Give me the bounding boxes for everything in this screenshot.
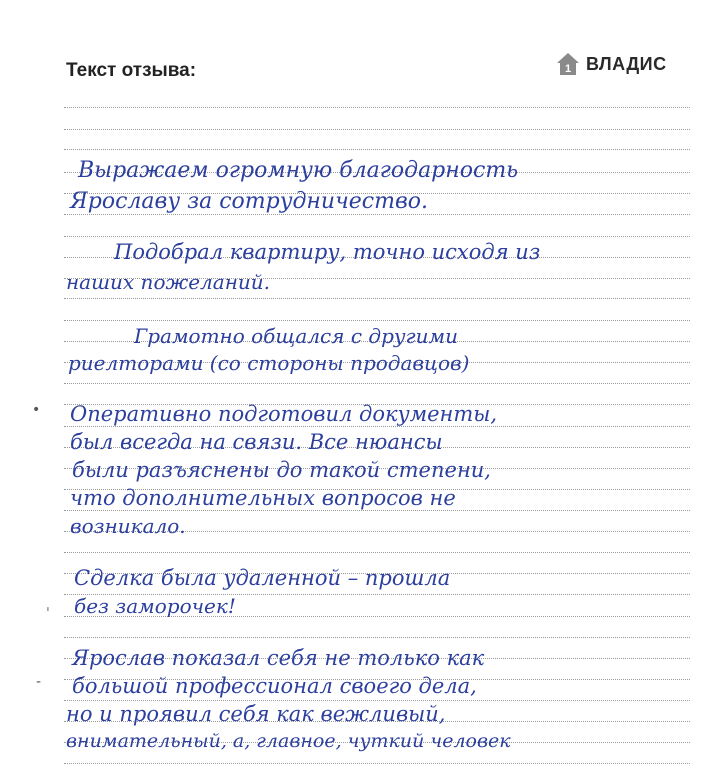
- margin-tick: ˈ: [46, 606, 50, 622]
- margin-dot: •: [32, 402, 41, 418]
- review-line: Выражаем огромную благодарность: [78, 158, 519, 183]
- page-title: Текст отзыва:: [66, 60, 197, 81]
- ruled-line: [64, 149, 690, 150]
- review-line: Оперативно подготовил документы,: [70, 402, 498, 426]
- brand-name: ВЛАДИС: [586, 53, 667, 74]
- review-line: Подобрал квартиру, точно исходя из: [114, 240, 541, 264]
- review-line: был всегда на связи. Все нюансы: [70, 430, 443, 454]
- margin-dash: -: [36, 674, 42, 690]
- ruled-line: [64, 552, 690, 553]
- review-line: но и проявил себя как вежливый,: [66, 702, 446, 726]
- review-line: Сделка была удаленной – прошла: [74, 566, 451, 590]
- ruled-line: [64, 107, 690, 108]
- review-line: без заморочек!: [74, 594, 236, 618]
- review-line: риелторами (со стороны продавцов): [68, 351, 470, 375]
- ruled-line: [64, 510, 690, 511]
- ruled-line: [64, 637, 690, 638]
- ruled-line: [64, 426, 690, 427]
- ruled-line: [64, 236, 690, 237]
- ruled-line: [64, 298, 690, 299]
- ruled-line: [64, 320, 690, 321]
- review-line: внимательный, а, главное, чуткий человек: [66, 730, 511, 752]
- svg-text:1: 1: [564, 63, 572, 75]
- review-line: были разъяснены до такой степени,: [72, 458, 491, 482]
- review-line: возникало.: [70, 514, 186, 538]
- review-line: наших пожеланий.: [66, 270, 271, 294]
- ruled-line: [64, 383, 690, 384]
- review-line: что дополнительных вопросов не: [70, 486, 456, 510]
- ruled-line: [64, 763, 690, 764]
- ruled-line: [64, 129, 690, 130]
- review-line: Ярослав показал себя не только как: [72, 646, 485, 670]
- ruled-line: [64, 700, 690, 701]
- review-line: Ярославу за сотрудничество.: [70, 189, 429, 214]
- review-line: Грамотно общался с другими: [134, 324, 458, 348]
- ruled-line: [64, 214, 690, 215]
- review-line: большой профессионал своего дела,: [72, 674, 477, 698]
